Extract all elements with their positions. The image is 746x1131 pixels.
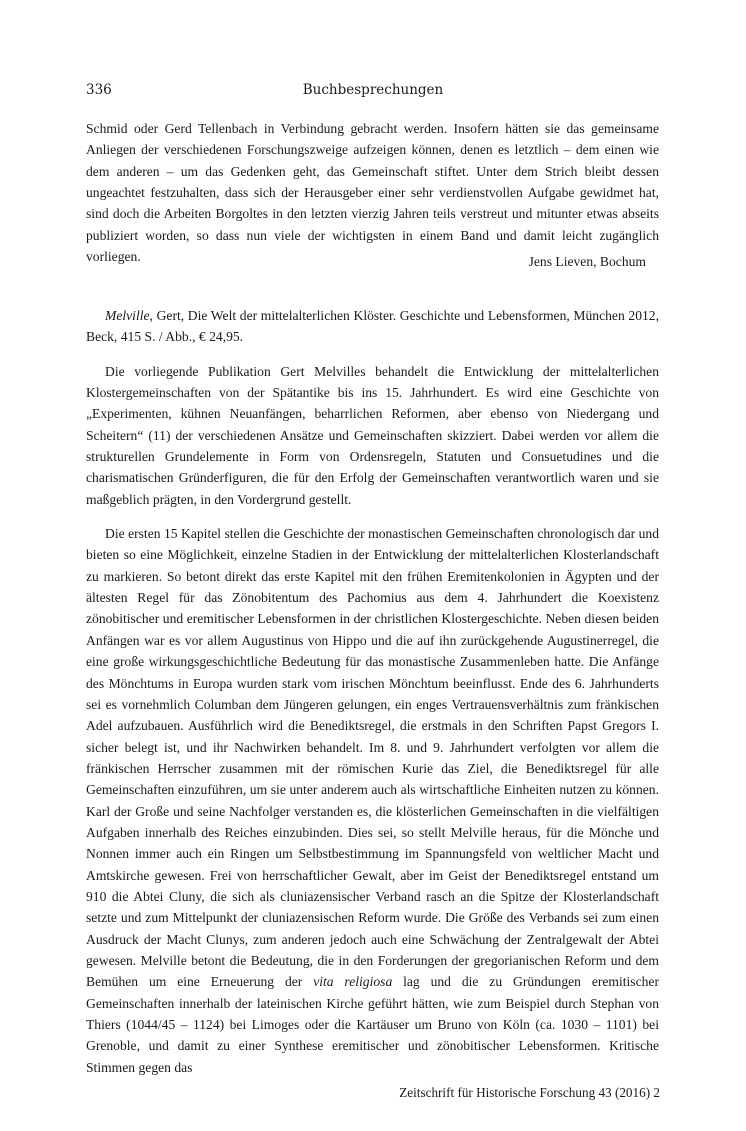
citation-author: Melville xyxy=(105,308,150,323)
page-number: 336 xyxy=(86,82,112,98)
paragraph-2-text-b: lag und die zu Gründungen eremitischer Gemeinschaften innerhalb der lateinischen Kirche geführt hätten, wie zum Beispiel durch Stephan von Thiers (1044/45 – 1124) bei Limoges oder die Kartäuser um Bruno von Köln (ca. 1030 – 1101) bei Grenoble, und damit zu einer Synthese eremitischer und zönobitischer Lebensformen. Kritische Stimmen gegen das xyxy=(86,974,659,1075)
review-paragraph-1: Die vorliegende Publikation Gert Melvilles behandelt die Entwicklung der mittelalterlichen Klostergemeinschaften von der Spätantike bis ins 15. Jahrhundert. Es wird eine Geschichte von „Experimenten, kühnen Neuanfängen, beharrlichen Reformen, aber ebenso von Niedergang und Scheitern“ (11) der verschiedenen Ansätze und Gemeinschaften skizziert. Dabei werden vor allem die strukturellen Grundelemente in Form von Ordensregeln, Statuten und Consuetudines und die charismatischen Gründerfiguren, die für den Erfolg der Gemeinschaften verantwortlich waren und sie maßgeblich prägten, in den Vordergrund gestellt. xyxy=(86,363,659,507)
citation-details: , Gert, Die Welt der mittelalterlichen Klöster. Geschichte und Lebensformen, München 2012, Beck, 415 S. / Abb., € 24,95. xyxy=(86,308,659,345)
paragraph-2-text-a: Die ersten 15 Kapitel stellen die Geschichte der monastischen Gemeinschaften chronologisch dar und bieten so eine Möglichkeit, einzelne Stadien in der Entwicklung der mittelalterlichen Klosterlandschaft zu markieren. So betont direkt das erste Kapitel mit den frühen Eremitenkolonien in Ägypten und der ältesten Regel für das Zönobitentum des Pachomius aus dem 4. Jahrhundert die Koexistenz zönobitischer und eremitischer Lebensformen in der christlichen Klostergeschichte. Neben diesen beiden Anfängen war es vor allem Augustinus von Hippo und die auf ihn zurückgehende Augustinerregel, die eine große wirkungsgeschichtliche Bedeutung für das monastische Zusammenleben hatte. Die Anfänge des Mönchtums in Europa wurden stark vom irischen Mönchtum beeinflusst. Ende des 6. Jahrhunderts sei es vornehmlich Columban dem Jüngeren gelungen, ein enges Vertrauensverhältnis zum fränkischen Adel aufzubauen. Ausführlich wird die Benediktsregel, die erstmals in den Schriften Papst Gregors I. sicher belegt ist, und ihr Nachwirken behandelt. Im 8. und 9. Jahrhundert verfolgten vor allem die fränkischen Herrscher zusammen mit der römischen Kurie das Ziel, die Benediktsregel für alle Gemeinschaften einzuführen, um sie unter anderem auch als wirtschaftliche Einheiten nutzen zu können. Karl der Große und seine Nachfolger verstanden es, die klösterlichen Gemeinschaften in die vielfältigen Aufgaben innerhalb des Reiches einzubinden. Dies sei, so stellt Melville heraus, für die Mönche und Nonnen immer auch ein Ringen um Selbstbestimmung im Spannungsfeld von weltlicher Macht und Amtskirche gewesen. Frei von herrschaftlicher Gewalt, aber im Geist der Benediktsregel entstand um 910 die Abtei Cluny, die sich als cluniazensischer Verband rasch an die Spitze der Klosterlandschaft setzte und zum Mittelpunkt der cluniazensischen Reform wurde. Die Größe des Verbands sei zum einen Ausdruck der Macht Clunys, zum anderen jedoch auch eine Schwächung der Zentralgewalt der Abtei gewesen. Melville betont die Bedeutung, die in den Forderungen der gregorianischen Reform und dem Bemühen um eine Erneuerung der xyxy=(86,526,659,990)
continuation-paragraph: Schmid oder Gerd Tellenbach in Verbindung gebracht werden. Insofern hätten sie das gemeinsame Anliegen der verschiedenen Forschungszweige aufzeigen können, denen es letztlich – dem einen wie dem anderen – um das Gedenken geht, das Gemeinschaft stiftet. Unter dem Strich bleibt dessen ungeachtet festzuhalten, dass sich der Herausgeber einer sehr verdienstvollen Aufgabe gewidmet hat, sind doch die Arbeiten Borgoltes in den letzten vierzig Jahren teils verstreut und mitunter etwas abseits publiziert worden, so dass nun viele der wichtigsten in einem Band und damit leicht zugänglich vorliegen. xyxy=(86,121,659,265)
review-continuation xyxy=(86,118,659,267)
review-paragraph-2 xyxy=(86,523,659,1078)
journal-footer: Zeitschrift für Historische Forschung 43 (2016) 2 xyxy=(399,1085,660,1100)
page-header xyxy=(86,82,660,102)
paragraph-2-italic-term: vita religiosa xyxy=(313,974,393,990)
book-citation xyxy=(86,305,659,348)
running-head: Buchbesprechungen xyxy=(302,82,444,98)
review-body xyxy=(86,305,659,1078)
reviewer-signature: Jens Lieven, Bochum xyxy=(528,254,646,269)
